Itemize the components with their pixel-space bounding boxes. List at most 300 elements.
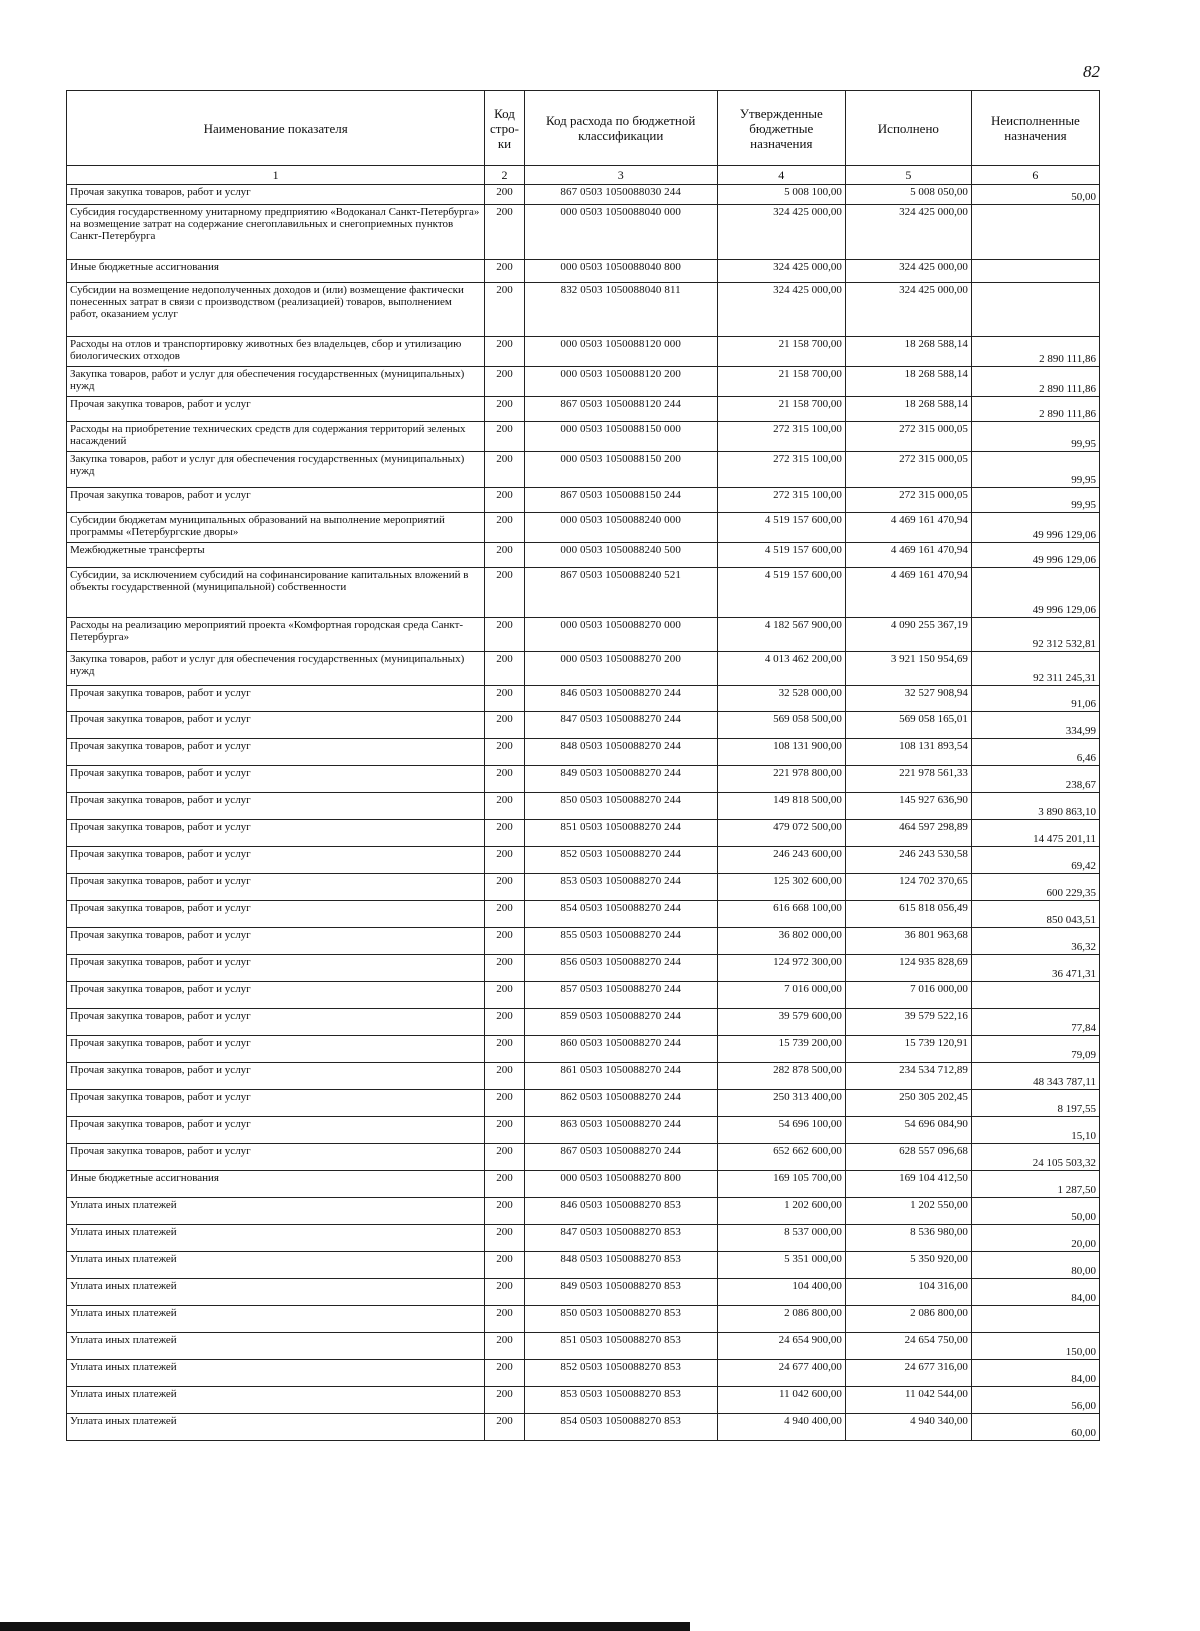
row-executed: 250 305 202,45 — [845, 1090, 971, 1117]
row-budget-code: 000 0503 1050088270 000 — [524, 618, 717, 652]
row-approved: 108 131 900,00 — [717, 739, 845, 766]
row-line-code: 200 — [485, 283, 524, 337]
row-name: Прочая закупка товаров, работ и услуг — [67, 1090, 485, 1117]
row-unexecuted: 24 105 503,32 — [971, 1144, 1099, 1171]
row-name: Прочая закупка товаров, работ и услуг — [67, 1036, 485, 1063]
row-unexecuted: 3 890 863,10 — [971, 793, 1099, 820]
table-row — [67, 488, 1100, 513]
row-executed: 5 008 050,00 — [845, 185, 971, 205]
row-line-code: 200 — [485, 652, 524, 686]
row-budget-code: 000 0503 1050088040 800 — [524, 260, 717, 283]
row-name: Прочая закупка товаров, работ и услуг — [67, 901, 485, 928]
table-row — [67, 1252, 1100, 1279]
row-approved: 479 072 500,00 — [717, 820, 845, 847]
row-unexecuted: 79,09 — [971, 1036, 1099, 1063]
row-unexecuted: 36,32 — [971, 928, 1099, 955]
row-budget-code: 863 0503 1050088270 244 — [524, 1117, 717, 1144]
row-executed: 272 315 000,05 — [845, 488, 971, 513]
row-line-code: 200 — [485, 1414, 524, 1441]
table-row — [67, 1360, 1100, 1387]
row-budget-code: 000 0503 1050088120 000 — [524, 337, 717, 367]
table-row — [67, 820, 1100, 847]
row-name: Иные бюджетные ассигнования — [67, 260, 485, 283]
row-line-code: 200 — [485, 874, 524, 901]
row-executed: 246 243 530,58 — [845, 847, 971, 874]
row-unexecuted: 48 343 787,11 — [971, 1063, 1099, 1090]
row-budget-code: 856 0503 1050088270 244 — [524, 955, 717, 982]
row-approved: 54 696 100,00 — [717, 1117, 845, 1144]
row-unexecuted: 77,84 — [971, 1009, 1099, 1036]
row-line-code: 200 — [485, 1171, 524, 1198]
row-approved: 272 315 100,00 — [717, 452, 845, 488]
table-row — [67, 618, 1100, 652]
row-line-code: 200 — [485, 568, 524, 618]
row-budget-code: 847 0503 1050088270 853 — [524, 1225, 717, 1252]
row-executed: 324 425 000,00 — [845, 260, 971, 283]
row-budget-code: 853 0503 1050088270 853 — [524, 1387, 717, 1414]
row-approved: 7 016 000,00 — [717, 982, 845, 1009]
row-executed: 628 557 096,68 — [845, 1144, 971, 1171]
row-executed: 234 534 712,89 — [845, 1063, 971, 1090]
row-line-code: 200 — [485, 1306, 524, 1333]
row-name: Прочая закупка товаров, работ и услуг — [67, 847, 485, 874]
row-approved: 21 158 700,00 — [717, 397, 845, 422]
row-executed: 4 469 161 470,94 — [845, 543, 971, 568]
row-approved: 24 677 400,00 — [717, 1360, 845, 1387]
row-line-code: 200 — [485, 1036, 524, 1063]
row-line-code: 200 — [485, 185, 524, 205]
row-unexecuted: 600 229,35 — [971, 874, 1099, 901]
row-line-code: 200 — [485, 1279, 524, 1306]
row-unexecuted: 6,46 — [971, 739, 1099, 766]
row-budget-code: 862 0503 1050088270 244 — [524, 1090, 717, 1117]
row-executed: 11 042 544,00 — [845, 1387, 971, 1414]
row-approved: 2 086 800,00 — [717, 1306, 845, 1333]
row-executed: 145 927 636,90 — [845, 793, 971, 820]
table-row — [67, 452, 1100, 488]
row-approved: 324 425 000,00 — [717, 260, 845, 283]
row-executed: 124 702 370,65 — [845, 874, 971, 901]
row-name: Закупка товаров, работ и услуг для обеспечения государственных (муниципальных) нужд — [67, 367, 485, 397]
row-executed: 1 202 550,00 — [845, 1198, 971, 1225]
row-budget-code: 852 0503 1050088270 853 — [524, 1360, 717, 1387]
row-budget-code: 855 0503 1050088270 244 — [524, 928, 717, 955]
row-executed: 32 527 908,94 — [845, 686, 971, 712]
row-budget-code: 846 0503 1050088270 244 — [524, 686, 717, 712]
row-approved: 324 425 000,00 — [717, 205, 845, 260]
table-row — [67, 1414, 1100, 1441]
row-name: Прочая закупка товаров, работ и услуг — [67, 766, 485, 793]
row-executed: 54 696 084,90 — [845, 1117, 971, 1144]
row-approved: 272 315 100,00 — [717, 488, 845, 513]
row-line-code: 200 — [485, 982, 524, 1009]
row-unexecuted: 69,42 — [971, 847, 1099, 874]
row-unexecuted: 84,00 — [971, 1279, 1099, 1306]
row-unexecuted: 2 890 111,86 — [971, 397, 1099, 422]
row-executed: 324 425 000,00 — [845, 283, 971, 337]
row-budget-code: 000 0503 1050088120 200 — [524, 367, 717, 397]
row-name: Уплата иных платежей — [67, 1252, 485, 1279]
row-approved: 282 878 500,00 — [717, 1063, 845, 1090]
row-executed: 39 579 522,16 — [845, 1009, 971, 1036]
row-name: Прочая закупка товаров, работ и услуг — [67, 793, 485, 820]
table-row — [67, 955, 1100, 982]
table-row — [67, 1117, 1100, 1144]
row-budget-code: 000 0503 1050088040 000 — [524, 205, 717, 260]
budget-execution-table — [66, 90, 1100, 1441]
row-approved: 5 008 100,00 — [717, 185, 845, 205]
table-row — [67, 422, 1100, 452]
row-executed: 324 425 000,00 — [845, 205, 971, 260]
row-name: Расходы на приобретение технических средств для содержания территорий зеленых насаждений — [67, 422, 485, 452]
row-line-code: 200 — [485, 1063, 524, 1090]
row-budget-code: 867 0503 1050088150 244 — [524, 488, 717, 513]
row-line-code: 200 — [485, 901, 524, 928]
row-executed: 272 315 000,05 — [845, 452, 971, 488]
row-executed: 36 801 963,68 — [845, 928, 971, 955]
row-unexecuted — [971, 260, 1099, 283]
row-budget-code: 852 0503 1050088270 244 — [524, 847, 717, 874]
row-executed: 108 131 893,54 — [845, 739, 971, 766]
row-approved: 11 042 600,00 — [717, 1387, 845, 1414]
header-budget-code: Код расхода по бюджетной классификации — [524, 91, 717, 166]
row-line-code: 200 — [485, 820, 524, 847]
header-row — [67, 91, 1100, 166]
row-approved: 32 528 000,00 — [717, 686, 845, 712]
row-approved: 36 802 000,00 — [717, 928, 845, 955]
row-approved: 149 818 500,00 — [717, 793, 845, 820]
row-executed: 8 536 980,00 — [845, 1225, 971, 1252]
row-line-code: 200 — [485, 1090, 524, 1117]
row-budget-code: 849 0503 1050088270 244 — [524, 766, 717, 793]
row-budget-code: 854 0503 1050088270 853 — [524, 1414, 717, 1441]
row-approved: 4 519 157 600,00 — [717, 513, 845, 543]
row-name: Уплата иных платежей — [67, 1198, 485, 1225]
row-unexecuted: 92 311 245,31 — [971, 652, 1099, 686]
table-row — [67, 568, 1100, 618]
row-line-code: 200 — [485, 1009, 524, 1036]
row-budget-code: 848 0503 1050088270 853 — [524, 1252, 717, 1279]
row-unexecuted: 50,00 — [971, 185, 1099, 205]
row-executed: 4 469 161 470,94 — [845, 513, 971, 543]
table-row — [67, 1036, 1100, 1063]
row-approved: 104 400,00 — [717, 1279, 845, 1306]
row-budget-code: 849 0503 1050088270 853 — [524, 1279, 717, 1306]
table-row — [67, 1387, 1100, 1414]
header-approved: Утвержденные бюджетные назначения — [717, 91, 845, 166]
row-approved: 4 940 400,00 — [717, 1414, 845, 1441]
table-row — [67, 982, 1100, 1009]
table-row — [67, 1144, 1100, 1171]
table-row — [67, 283, 1100, 337]
row-approved: 169 105 700,00 — [717, 1171, 845, 1198]
row-approved: 246 243 600,00 — [717, 847, 845, 874]
row-unexecuted: 2 890 111,86 — [971, 367, 1099, 397]
table-row — [67, 185, 1100, 205]
header-indicator-name: Наименование показателя — [67, 91, 485, 166]
row-unexecuted: 238,67 — [971, 766, 1099, 793]
table-row — [67, 793, 1100, 820]
row-line-code: 200 — [485, 1333, 524, 1360]
row-approved: 8 537 000,00 — [717, 1225, 845, 1252]
row-line-code: 200 — [485, 488, 524, 513]
row-unexecuted: 1 287,50 — [971, 1171, 1099, 1198]
row-name: Прочая закупка товаров, работ и услуг — [67, 982, 485, 1009]
table-row — [67, 1333, 1100, 1360]
row-line-code: 200 — [485, 1360, 524, 1387]
row-executed: 169 104 412,50 — [845, 1171, 971, 1198]
table-row — [67, 513, 1100, 543]
row-line-code: 200 — [485, 1198, 524, 1225]
row-name: Прочая закупка товаров, работ и услуг — [67, 712, 485, 739]
row-unexecuted: 49 996 129,06 — [971, 513, 1099, 543]
row-name: Субсидии бюджетам муниципальных образований на выполнение мероприятий программы «Петербургские дворы» — [67, 513, 485, 543]
row-executed: 4 469 161 470,94 — [845, 568, 971, 618]
row-name: Прочая закупка товаров, работ и услуг — [67, 739, 485, 766]
table-row — [67, 1090, 1100, 1117]
row-approved: 4 519 157 600,00 — [717, 543, 845, 568]
scan-edge-bar — [0, 1622, 690, 1631]
row-unexecuted: 8 197,55 — [971, 1090, 1099, 1117]
row-name: Уплата иных платежей — [67, 1306, 485, 1333]
row-approved: 652 662 600,00 — [717, 1144, 845, 1171]
row-unexecuted: 14 475 201,11 — [971, 820, 1099, 847]
row-budget-code: 861 0503 1050088270 244 — [524, 1063, 717, 1090]
row-name: Межбюджетные трансферты — [67, 543, 485, 568]
row-line-code: 200 — [485, 452, 524, 488]
row-line-code: 200 — [485, 422, 524, 452]
row-budget-code: 867 0503 1050088270 244 — [524, 1144, 717, 1171]
row-line-code: 200 — [485, 1117, 524, 1144]
header-executed: Исполнено — [845, 91, 971, 166]
table-row — [67, 397, 1100, 422]
row-name: Прочая закупка товаров, работ и услуг — [67, 874, 485, 901]
table-row — [67, 543, 1100, 568]
table-row — [67, 1279, 1100, 1306]
row-executed: 24 654 750,00 — [845, 1333, 971, 1360]
row-name: Прочая закупка товаров, работ и услуг — [67, 820, 485, 847]
row-line-code: 200 — [485, 1144, 524, 1171]
row-line-code: 200 — [485, 739, 524, 766]
table-body — [67, 185, 1100, 1441]
row-approved: 4 519 157 600,00 — [717, 568, 845, 618]
table-row — [67, 652, 1100, 686]
row-budget-code: 857 0503 1050088270 244 — [524, 982, 717, 1009]
row-name: Прочая закупка товаров, работ и услуг — [67, 488, 485, 513]
row-unexecuted: 99,95 — [971, 452, 1099, 488]
row-line-code: 200 — [485, 618, 524, 652]
row-budget-code: 000 0503 1050088270 200 — [524, 652, 717, 686]
row-name: Прочая закупка товаров, работ и услуг — [67, 397, 485, 422]
row-approved: 21 158 700,00 — [717, 367, 845, 397]
column-number: 3 — [524, 166, 717, 185]
column-number: 4 — [717, 166, 845, 185]
row-approved: 21 158 700,00 — [717, 337, 845, 367]
row-name: Прочая закупка товаров, работ и услуг — [67, 1117, 485, 1144]
table-row — [67, 901, 1100, 928]
row-budget-code: 853 0503 1050088270 244 — [524, 874, 717, 901]
row-budget-code: 848 0503 1050088270 244 — [524, 739, 717, 766]
row-name: Прочая закупка товаров, работ и услуг — [67, 955, 485, 982]
table-row — [67, 260, 1100, 283]
row-line-code: 200 — [485, 397, 524, 422]
row-executed: 15 739 120,91 — [845, 1036, 971, 1063]
row-approved: 1 202 600,00 — [717, 1198, 845, 1225]
row-line-code: 200 — [485, 793, 524, 820]
row-name: Субсидии на возмещение недополученных доходов и (или) возмещение фактически понесенных затрат в связи с производством (реализацией) товаров, выполнением работ, оказанием услуг — [67, 283, 485, 337]
row-unexecuted: 56,00 — [971, 1387, 1099, 1414]
row-executed: 104 316,00 — [845, 1279, 971, 1306]
row-unexecuted: 50,00 — [971, 1198, 1099, 1225]
row-approved: 24 654 900,00 — [717, 1333, 845, 1360]
row-name: Иные бюджетные ассигнования — [67, 1171, 485, 1198]
row-executed: 464 597 298,89 — [845, 820, 971, 847]
table-row — [67, 1306, 1100, 1333]
row-unexecuted: 80,00 — [971, 1252, 1099, 1279]
row-name: Прочая закупка товаров, работ и услуг — [67, 686, 485, 712]
table-row — [67, 712, 1100, 739]
row-line-code: 200 — [485, 766, 524, 793]
row-budget-code: 867 0503 1050088030 244 — [524, 185, 717, 205]
row-budget-code: 000 0503 1050088150 000 — [524, 422, 717, 452]
row-budget-code: 000 0503 1050088240 500 — [524, 543, 717, 568]
row-name: Закупка товаров, работ и услуг для обеспечения государственных (муниципальных) нужд — [67, 652, 485, 686]
column-number-row — [67, 166, 1100, 185]
row-unexecuted: 99,95 — [971, 488, 1099, 513]
column-number: 5 — [845, 166, 971, 185]
row-budget-code: 867 0503 1050088120 244 — [524, 397, 717, 422]
table-row — [67, 1171, 1100, 1198]
column-number: 6 — [971, 166, 1099, 185]
row-approved: 4 182 567 900,00 — [717, 618, 845, 652]
row-line-code: 200 — [485, 337, 524, 367]
row-line-code: 200 — [485, 543, 524, 568]
row-line-code: 200 — [485, 712, 524, 739]
row-approved: 125 302 600,00 — [717, 874, 845, 901]
row-unexecuted: 60,00 — [971, 1414, 1099, 1441]
row-name: Прочая закупка товаров, работ и услуг — [67, 928, 485, 955]
row-executed: 2 086 800,00 — [845, 1306, 971, 1333]
row-executed: 18 268 588,14 — [845, 397, 971, 422]
row-unexecuted: 150,00 — [971, 1333, 1099, 1360]
row-name: Уплата иных платежей — [67, 1333, 485, 1360]
row-name: Уплата иных платежей — [67, 1387, 485, 1414]
row-executed: 7 016 000,00 — [845, 982, 971, 1009]
table-row — [67, 367, 1100, 397]
row-line-code: 200 — [485, 513, 524, 543]
row-budget-code: 867 0503 1050088240 521 — [524, 568, 717, 618]
row-unexecuted: 84,00 — [971, 1360, 1099, 1387]
row-approved: 4 013 462 200,00 — [717, 652, 845, 686]
table-row — [67, 1225, 1100, 1252]
row-approved: 272 315 100,00 — [717, 422, 845, 452]
row-unexecuted: 15,10 — [971, 1117, 1099, 1144]
row-name: Уплата иных платежей — [67, 1414, 485, 1441]
row-executed: 272 315 000,05 — [845, 422, 971, 452]
row-unexecuted — [971, 982, 1099, 1009]
row-name: Субсидия государственному унитарному предприятию «Водоканал Санкт-Петербурга» на возмещение затрат на содержание снегоплавильных и снегоприемных пунктов Санкт-Петербурга — [67, 205, 485, 260]
row-name: Расходы на реализацию мероприятий проекта «Комфортная городская среда Санкт-Петербурга» — [67, 618, 485, 652]
row-unexecuted: 99,95 — [971, 422, 1099, 452]
row-executed: 18 268 588,14 — [845, 367, 971, 397]
row-budget-code: 851 0503 1050088270 244 — [524, 820, 717, 847]
table-row — [67, 1009, 1100, 1036]
table-row — [67, 205, 1100, 260]
row-budget-code: 850 0503 1050088270 853 — [524, 1306, 717, 1333]
row-executed: 5 350 920,00 — [845, 1252, 971, 1279]
table-row — [67, 1063, 1100, 1090]
row-line-code: 200 — [485, 955, 524, 982]
row-name: Прочая закупка товаров, работ и услуг — [67, 1063, 485, 1090]
row-line-code: 200 — [485, 260, 524, 283]
row-unexecuted: 2 890 111,86 — [971, 337, 1099, 367]
table-row — [67, 1198, 1100, 1225]
row-name: Уплата иных платежей — [67, 1225, 485, 1252]
row-unexecuted: 36 471,31 — [971, 955, 1099, 982]
row-line-code: 200 — [485, 1387, 524, 1414]
row-executed: 615 818 056,49 — [845, 901, 971, 928]
table-row — [67, 874, 1100, 901]
row-line-code: 200 — [485, 205, 524, 260]
row-approved: 124 972 300,00 — [717, 955, 845, 982]
row-executed: 124 935 828,69 — [845, 955, 971, 982]
row-unexecuted: 20,00 — [971, 1225, 1099, 1252]
row-executed: 18 268 588,14 — [845, 337, 971, 367]
row-unexecuted: 49 996 129,06 — [971, 543, 1099, 568]
row-name: Уплата иных платежей — [67, 1279, 485, 1306]
header-line-code: Код стро-ки — [485, 91, 524, 166]
header-unexecuted: Неисполненные назначения — [971, 91, 1099, 166]
row-executed: 569 058 165,01 — [845, 712, 971, 739]
row-name: Закупка товаров, работ и услуг для обеспечения государственных (муниципальных) нужд — [67, 452, 485, 488]
row-line-code: 200 — [485, 367, 524, 397]
row-approved: 616 668 100,00 — [717, 901, 845, 928]
row-name: Уплата иных платежей — [67, 1360, 485, 1387]
row-budget-code: 851 0503 1050088270 853 — [524, 1333, 717, 1360]
row-line-code: 200 — [485, 1225, 524, 1252]
row-approved: 5 351 000,00 — [717, 1252, 845, 1279]
row-budget-code: 860 0503 1050088270 244 — [524, 1036, 717, 1063]
table-row — [67, 337, 1100, 367]
table-row — [67, 686, 1100, 712]
row-executed: 24 677 316,00 — [845, 1360, 971, 1387]
row-budget-code: 854 0503 1050088270 244 — [524, 901, 717, 928]
row-approved: 569 058 500,00 — [717, 712, 845, 739]
row-unexecuted — [971, 205, 1099, 260]
row-budget-code: 000 0503 1050088270 800 — [524, 1171, 717, 1198]
row-name: Расходы на отлов и транспортировку животных без владельцев, сбор и утилизацию биологических отходов — [67, 337, 485, 367]
row-unexecuted: 49 996 129,06 — [971, 568, 1099, 618]
table-row — [67, 928, 1100, 955]
row-unexecuted — [971, 283, 1099, 337]
row-budget-code: 832 0503 1050088040 811 — [524, 283, 717, 337]
table-row — [67, 766, 1100, 793]
row-name: Прочая закупка товаров, работ и услуг — [67, 185, 485, 205]
row-approved: 324 425 000,00 — [717, 283, 845, 337]
row-approved: 15 739 200,00 — [717, 1036, 845, 1063]
row-approved: 39 579 600,00 — [717, 1009, 845, 1036]
row-name: Прочая закупка товаров, работ и услуг — [67, 1144, 485, 1171]
row-budget-code: 846 0503 1050088270 853 — [524, 1198, 717, 1225]
row-executed: 3 921 150 954,69 — [845, 652, 971, 686]
row-name: Субсидии, за исключением субсидий на софинансирование капитальных вложений в объекты государственной (муниципальной) собственности — [67, 568, 485, 618]
row-executed: 4 090 255 367,19 — [845, 618, 971, 652]
row-budget-code: 000 0503 1050088150 200 — [524, 452, 717, 488]
row-approved: 221 978 800,00 — [717, 766, 845, 793]
row-unexecuted: 91,06 — [971, 686, 1099, 712]
row-approved: 250 313 400,00 — [717, 1090, 845, 1117]
row-line-code: 200 — [485, 686, 524, 712]
